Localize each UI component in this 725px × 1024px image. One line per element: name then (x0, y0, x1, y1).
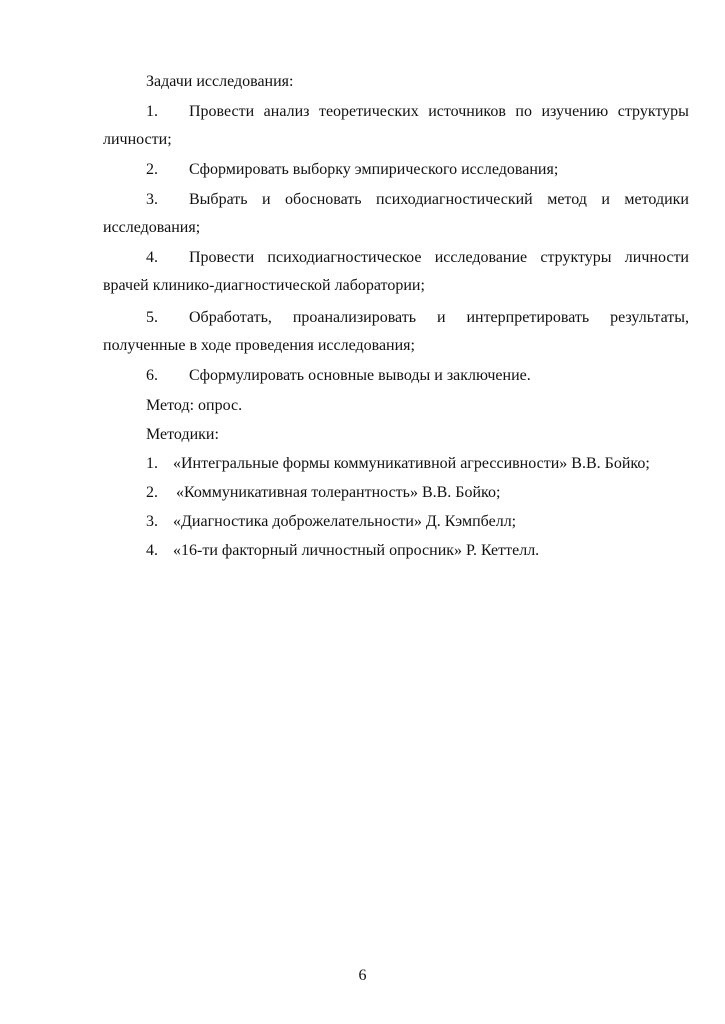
method-number: 1. (146, 455, 158, 472)
task-text-word: структуры (540, 249, 612, 266)
task-number: 2. (146, 161, 158, 178)
task-text-word: Провести (189, 249, 255, 266)
task-text-word: по (515, 103, 532, 120)
methods-heading: Методики: (146, 426, 219, 443)
task-text: Сформулировать основные выводы и заключение. (189, 367, 531, 384)
page-number: 6 (358, 967, 367, 984)
method-item: «16-ти факторный личностный опросник» Р. Кеттелл. (173, 542, 540, 559)
task-number: 1. (146, 103, 158, 120)
task-text-word: структуры (617, 103, 689, 120)
method-item: «Интегральные формы коммуникативной агрессивности» В.В. Бойко; (173, 455, 650, 472)
task-number: 3. (146, 191, 158, 208)
task-text-word: Выбрать (189, 191, 248, 208)
task-text-word: Обработать, (189, 309, 272, 326)
task-text-word: методики (624, 191, 689, 208)
method-line: Метод: опрос. (146, 397, 243, 414)
task-text-word: психодиагностический (376, 191, 533, 208)
task-text: Сформировать выборку эмпирического исследования; (189, 161, 559, 178)
task-line (189, 248, 689, 268)
task-continuation: полученные в ходе проведения исследования; (103, 337, 415, 354)
task-text-word: проанализировать (292, 309, 417, 326)
task-continuation: врачей клинико-диагностической лаборатории; (103, 277, 425, 294)
task-text-word: исследование (434, 249, 528, 266)
task-text-word: личности (624, 249, 689, 266)
task-text-word: изучению (541, 103, 609, 120)
task-text-word: источников (428, 103, 506, 120)
task-text-word: результаты, (610, 309, 689, 326)
task-text-word: и (601, 191, 610, 208)
method-item: «Диагностика доброжелательности» Д. Кэмпбелл; (173, 513, 517, 530)
task-line (189, 102, 689, 122)
task-text-word: Провести (189, 103, 255, 120)
task-continuation: исследования; (103, 219, 201, 236)
tasks-heading: Задачи исследования: (146, 73, 294, 90)
task-line (189, 308, 689, 328)
method-number: 3. (146, 513, 158, 530)
task-text-word: интерпретировать (466, 309, 590, 326)
task-text-word: обосновать (285, 191, 362, 208)
task-text-word: и (262, 191, 271, 208)
task-number: 5. (146, 309, 158, 326)
task-text-word: анализ (263, 103, 310, 120)
task-number: 4. (146, 249, 158, 266)
task-text-word: метод (547, 191, 587, 208)
method-item: «Коммуникативная толерантность» В.В. Бойко; (176, 484, 501, 501)
task-line (189, 190, 689, 210)
method-number: 4. (146, 542, 158, 559)
task-text-word: психодиагностическое (267, 249, 422, 266)
task-text-word: теоретических (318, 103, 419, 120)
task-text-word: и (436, 309, 446, 326)
method-number: 2. (146, 484, 158, 501)
task-number: 6. (146, 367, 158, 384)
task-continuation: личности; (103, 131, 172, 148)
